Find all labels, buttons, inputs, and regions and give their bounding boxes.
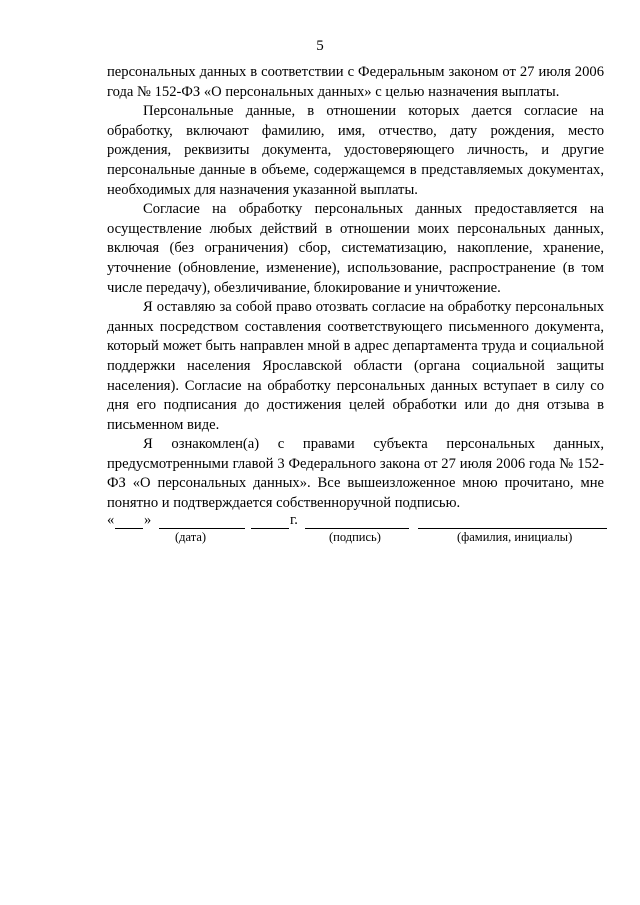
paragraph-processing-actions: Согласие на обработку персональных данных предоставляется на осуществление любых действий в отношении моих персональных данных, включая (без ограничения) сбор, систематизацию, накопление, хранение, уточнение (обновление, изменение), использование, распространение (в том числе передачу), обезличивание, блокирование и уничтожение. [107, 201, 604, 296]
paragraph-data-scope: Персональные данные, в отношении которых дается согласие на обработку, включают фамилию, имя, отчество, дату рождения, место рождения, реквизиты документа, удостоверяющего личность, и другие персональные данные в объеме, содержащемся в представляемых документах, необходимых для назначения указанной выплаты. [107, 103, 604, 198]
date-close-quote: » [144, 512, 152, 528]
paragraph-withdrawal-right: Я оставляю за собой право отозвать согласие на обработку персональных данных посредством составления соответствующего письменного документа, который может быть направлен мной в адрес департамента труда и социальной поддержки населения Ярославской области (органа социальной защиты населения). Согласие на обработку персональных данных вступает в силу со дня его подписания до достижения целей обработки или до дня отзыва в письменном виде. [107, 299, 604, 433]
month-line[interactable] [159, 528, 245, 529]
signature-block [107, 512, 607, 548]
day-line[interactable] [115, 528, 143, 529]
paragraph-continuation: персональных данных в соответствии с Федеральным законом от 27 июля 2006 года № 152-ФЗ «О персональных данных» с целью назначения выплаты. [107, 64, 604, 100]
date-open-quote: « [107, 512, 115, 528]
signature-line[interactable] [305, 528, 409, 529]
year-suffix: г. [290, 512, 298, 528]
year-line[interactable] [251, 528, 289, 529]
page-number: 5 [316, 38, 324, 54]
paragraph-acknowledgement: Я ознакомлен(а) с правами субъекта персональных данных, предусмотренными главой 3 Федерального закона от 27 июля 2006 года № 152-ФЗ «О персональных данных». Все вышеизложенное мною прочитано, мне понятно и подтверждается собственноручной подписью. [107, 436, 604, 512]
name-line[interactable] [418, 528, 607, 529]
name-caption: (фамилия, инициалы) [457, 530, 573, 544]
date-caption: (дата) [175, 530, 207, 544]
document-body [107, 63, 604, 514]
signature-caption: (подпись) [329, 530, 381, 544]
